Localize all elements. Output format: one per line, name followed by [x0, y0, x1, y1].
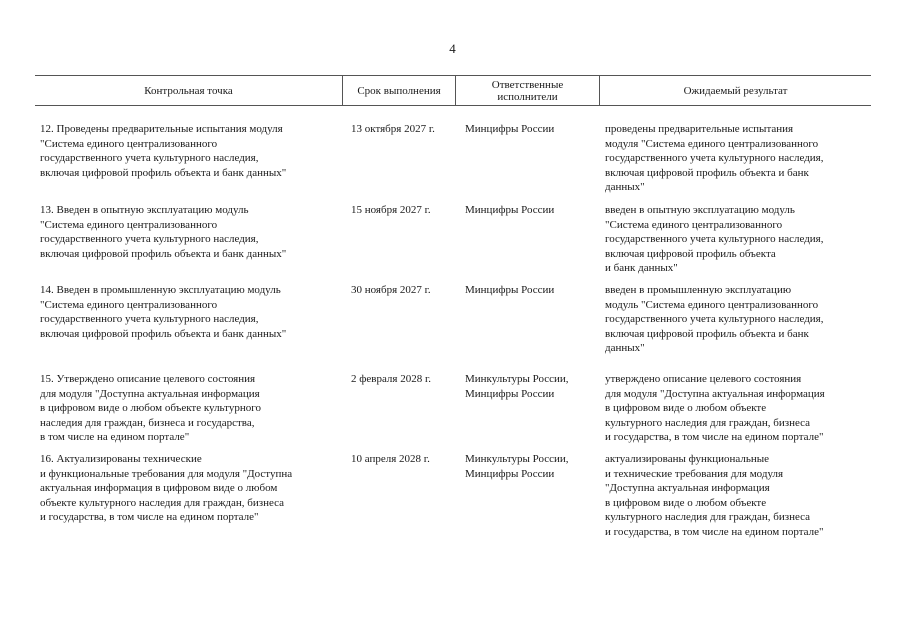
row-control-point: 12. Проведены предварительные испытания модуля "Система единого централизованного государственного учета культурного наследия, включая цифровой профиль объекта и банк данных": [40, 123, 287, 179]
row-result: актуализированы функциональные и технические требования для модуля "Доступна актуальная информация в цифровом виде о любом объекте культурного наследия для граждан, бизнеса и государства, в том числе на едином портале": [605, 453, 824, 538]
row-result: введен в опытную эксплуатацию модуль "Система единого централизованного государственного учета культурного наследия, включая цифровой профиль объекта и банк данных": [605, 204, 824, 274]
row-deadline: 2 февраля 2028 г.: [351, 373, 432, 385]
row-responsible: Минкультуры России, Минцифры России: [465, 453, 569, 480]
row-responsible: Минцифры России: [465, 123, 555, 135]
row-control-point: 16. Актуализированы технические и функциональные требования для модуля "Доступна актуальная информация в цифровом виде о любом объекте культурного наследия для граждан, бизнеса и государства, в том числе на едином портале": [40, 453, 293, 523]
column-header-result: Ожидаемый результат: [683, 84, 788, 97]
column-header-control-point: Контрольная точка: [144, 84, 233, 97]
row-result: введен в промышленную эксплуатацию модуль "Система единого централизованного государственного учета культурного наследия, включая цифровой профиль объекта и банк данных": [605, 284, 824, 354]
column-header-responsible: Ответственные исполнители: [491, 78, 564, 103]
row-result: проведены предварительные испытания модуля "Система единого централизованного государственного учета культурного наследия, включая цифровой профиль объекта и банк данных": [605, 123, 824, 193]
row-responsible: Минцифры России: [465, 284, 555, 296]
row-responsible: Минкультуры России, Минцифры России: [465, 373, 569, 400]
row-control-point: 15. Утверждено описание целевого состояния для модуля "Доступна актуальная информация в цифровом виде о любом объекте культурного наследия для граждан, бизнеса и государства, в том числе на едином портале": [40, 373, 261, 443]
row-responsible: Минцифры России: [465, 204, 555, 216]
row-deadline: 10 апреля 2028 г.: [351, 453, 430, 465]
page-number: 4: [449, 41, 456, 56]
row-control-point: 13. Введен в опытную эксплуатацию модуль "Система единого централизованного государственного учета культурного наследия, включая цифровой профиль объекта и банк данных": [40, 204, 287, 260]
row-deadline: 15 ноября 2027 г.: [351, 204, 431, 216]
column-header-deadline: Срок выполнения: [357, 84, 441, 97]
row-control-point: 14. Введен в промышленную эксплуатацию модуль "Система единого централизованного государственного учета культурного наследия, включая цифровой профиль объекта и банк данных": [40, 284, 287, 340]
row-deadline: 30 ноября 2027 г.: [351, 284, 431, 296]
row-deadline: 13 октября 2027 г.: [351, 123, 435, 135]
row-result: утверждено описание целевого состояния для модуля "Доступна актуальная информация в цифровом виде о любом объекте культурного наследия для граждан, бизнеса и государства, в том числе на едином портале": [605, 373, 825, 443]
